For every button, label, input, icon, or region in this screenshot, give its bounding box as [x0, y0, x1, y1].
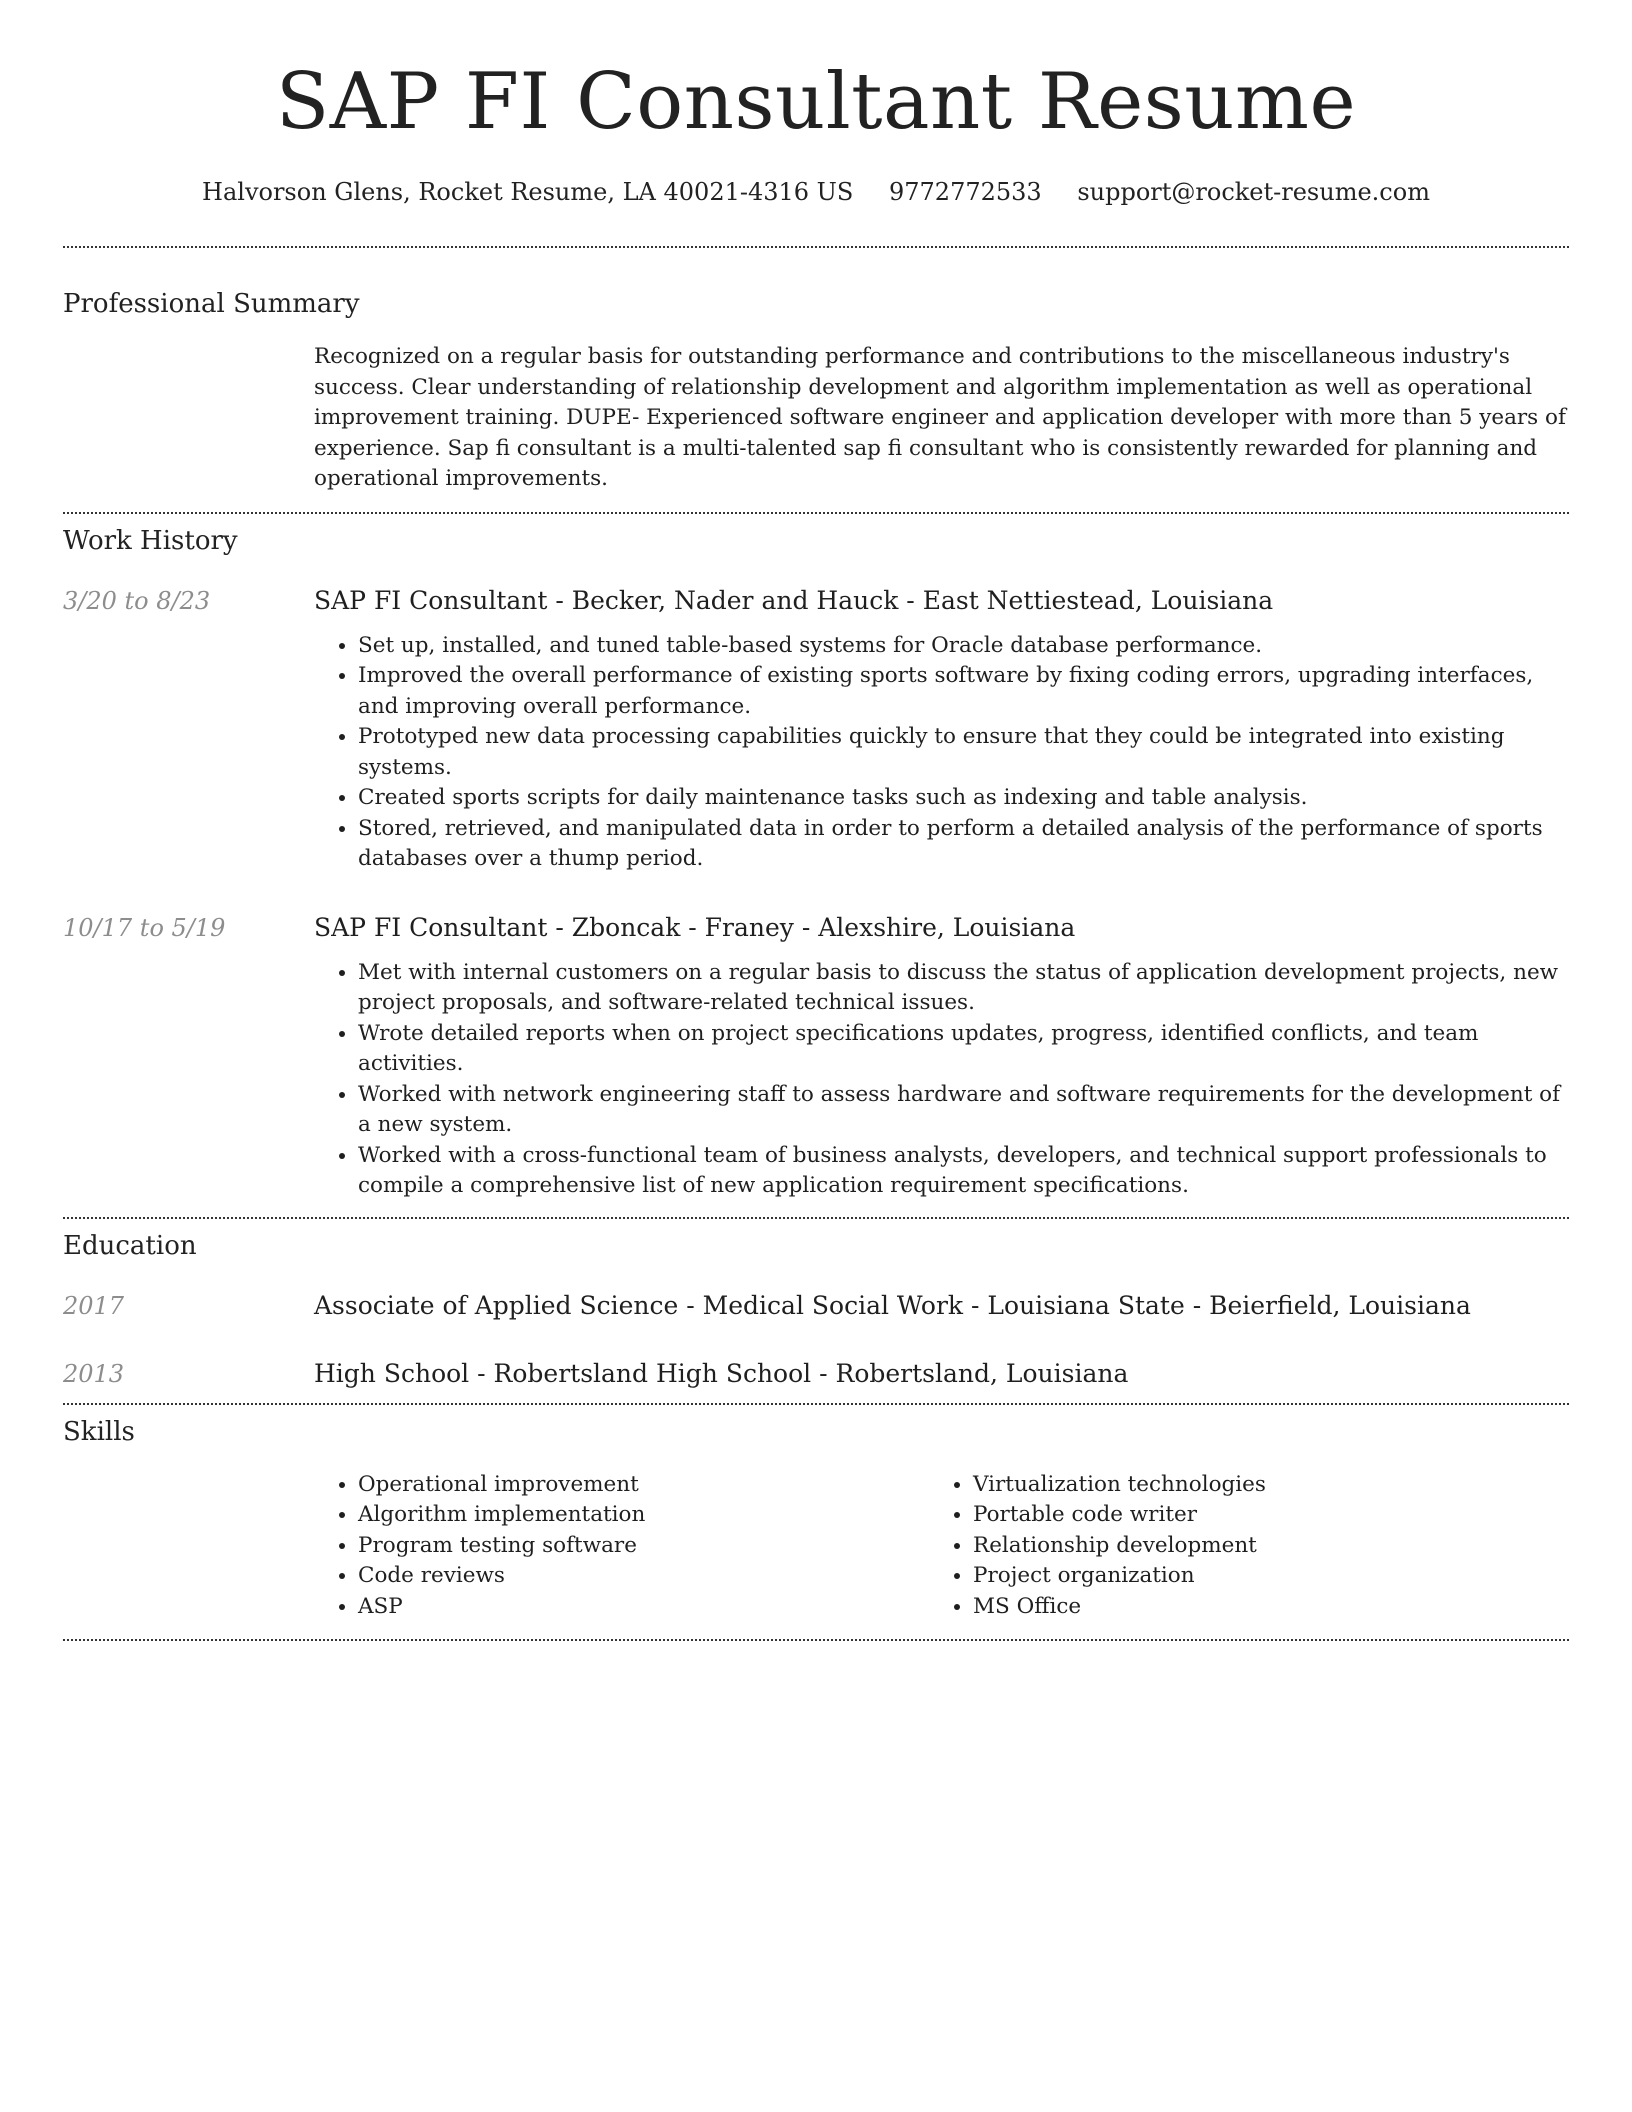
divider-skills [63, 1639, 1569, 1641]
skill-item: • Program testing software [358, 1531, 929, 1562]
job-bullet: • Worked with network engineering staff to assess hardware and software requirements for the development of a new system. [358, 1080, 1569, 1141]
skill-item: • Code reviews [358, 1561, 929, 1592]
job-date: 10/17 to 5/19 [63, 913, 226, 942]
skill-item: • ASP [358, 1592, 929, 1623]
job-bullet: • Created sports scripts for daily maintenance tasks such as indexing and table analysis. [358, 783, 1569, 814]
education-degree: High School [314, 1358, 470, 1388]
job-body [314, 584, 1569, 875]
skill-item: • Portable code writer [973, 1500, 1544, 1531]
summary-text: Recognized on a regular basis for outstanding performance and contributions to the miscellaneous industry's success. Clear understanding of relationship development and algorithm implementation as well as operational improvement training. DUPE- Experienced software engineer and application developer with more than 5 years of experience. Sap fi consultant is a multi-talented sap fi consultant who is consistently rewarded for planning and operational improvements. [314, 344, 1566, 491]
job-bullets [314, 631, 1569, 875]
contact-address: Halvorson Glens, Rocket Resume, LA 40021-4316 US [202, 178, 854, 206]
skills-list [929, 1470, 1544, 1623]
skill-item: • Algorithm implementation [358, 1500, 929, 1531]
skills-columns [314, 1470, 1569, 1623]
job-bullet: • Stored, retrieved, and manipulated data in order to perform a detailed analysis of the performance of sports databases over a thump period. [358, 814, 1569, 875]
job-bullet: • Wrote detailed reports when on project specifications updates, progress, identified conflicts, and team activities. [358, 1019, 1569, 1080]
divider-summary [63, 512, 1569, 514]
job-bullets [314, 958, 1569, 1202]
job-title: SAP FI Consultant - Becker, Nader and Hauck - East Nettiestead, Louisiana [314, 585, 1274, 615]
summary-heading: Professional Summary [63, 289, 360, 319]
job-bullet: • Met with internal customers on a regular basis to discuss the status of application development projects, new project proposals, and software-related technical issues. [358, 958, 1569, 1019]
skill-item: • MS Office [973, 1592, 1544, 1623]
job-entry [63, 584, 1569, 875]
education-date: 2013 [63, 1359, 125, 1388]
job-bullet: • Improved the overall performance of existing sports software by fixing coding errors, upgrading interfaces, and improving overall performance. [358, 661, 1569, 722]
work-heading: Work History [63, 525, 238, 556]
divider-work [63, 1217, 1569, 1219]
job-title: SAP FI Consultant - Zboncak - Franey - Alexshire, Louisiana [314, 912, 1076, 942]
job-bullet: • Prototyped new data processing capabilities quickly to ensure that they could be integrated into existing systems. [358, 722, 1569, 783]
skill-item: • Relationship development [973, 1531, 1544, 1562]
education-body [314, 1289, 1569, 1323]
education-details: - Robertsland High School - Robertsland, Louisiana [469, 1358, 1129, 1388]
job-bullet: • Set up, installed, and tuned table-based systems for Oracle database performance. [358, 631, 1569, 662]
contact-phone: 9772772533 [888, 178, 1042, 206]
skills-column-right [929, 1470, 1544, 1623]
education-heading: Education [63, 1230, 197, 1261]
contact-email: support@rocket-resume.com [1077, 178, 1430, 206]
divider-education [63, 1403, 1569, 1405]
summary-block [314, 342, 1569, 495]
job-bullet: • Worked with a cross-functional team of business analysts, developers, and technical support professionals to compile a comprehensive list of new application requirement specifications. [358, 1141, 1569, 1202]
skill-item: • Project organization [973, 1561, 1544, 1592]
education-entry [63, 1357, 1569, 1391]
job-date: 3/20 to 8/23 [63, 586, 211, 615]
skills-column-left [314, 1470, 929, 1623]
skills-heading: Skills [63, 1416, 135, 1447]
job-body [314, 911, 1569, 1202]
education-title: Associate of Applied Science - Medical Social Work - Louisiana State - Beierfield, Louisiana [314, 1290, 1471, 1320]
job-entry [63, 911, 1569, 1202]
skill-item: • Operational improvement [358, 1470, 929, 1501]
education-entry [63, 1289, 1569, 1323]
education-title [314, 1357, 1569, 1391]
divider-header [63, 246, 1569, 248]
education-body [314, 1357, 1569, 1391]
education-date: 2017 [63, 1291, 125, 1320]
contact-line [63, 176, 1569, 208]
skill-item: • Virtualization technologies [973, 1470, 1544, 1501]
skills-list [314, 1470, 929, 1623]
resume-title: SAP FI Consultant Resume [275, 57, 1357, 147]
